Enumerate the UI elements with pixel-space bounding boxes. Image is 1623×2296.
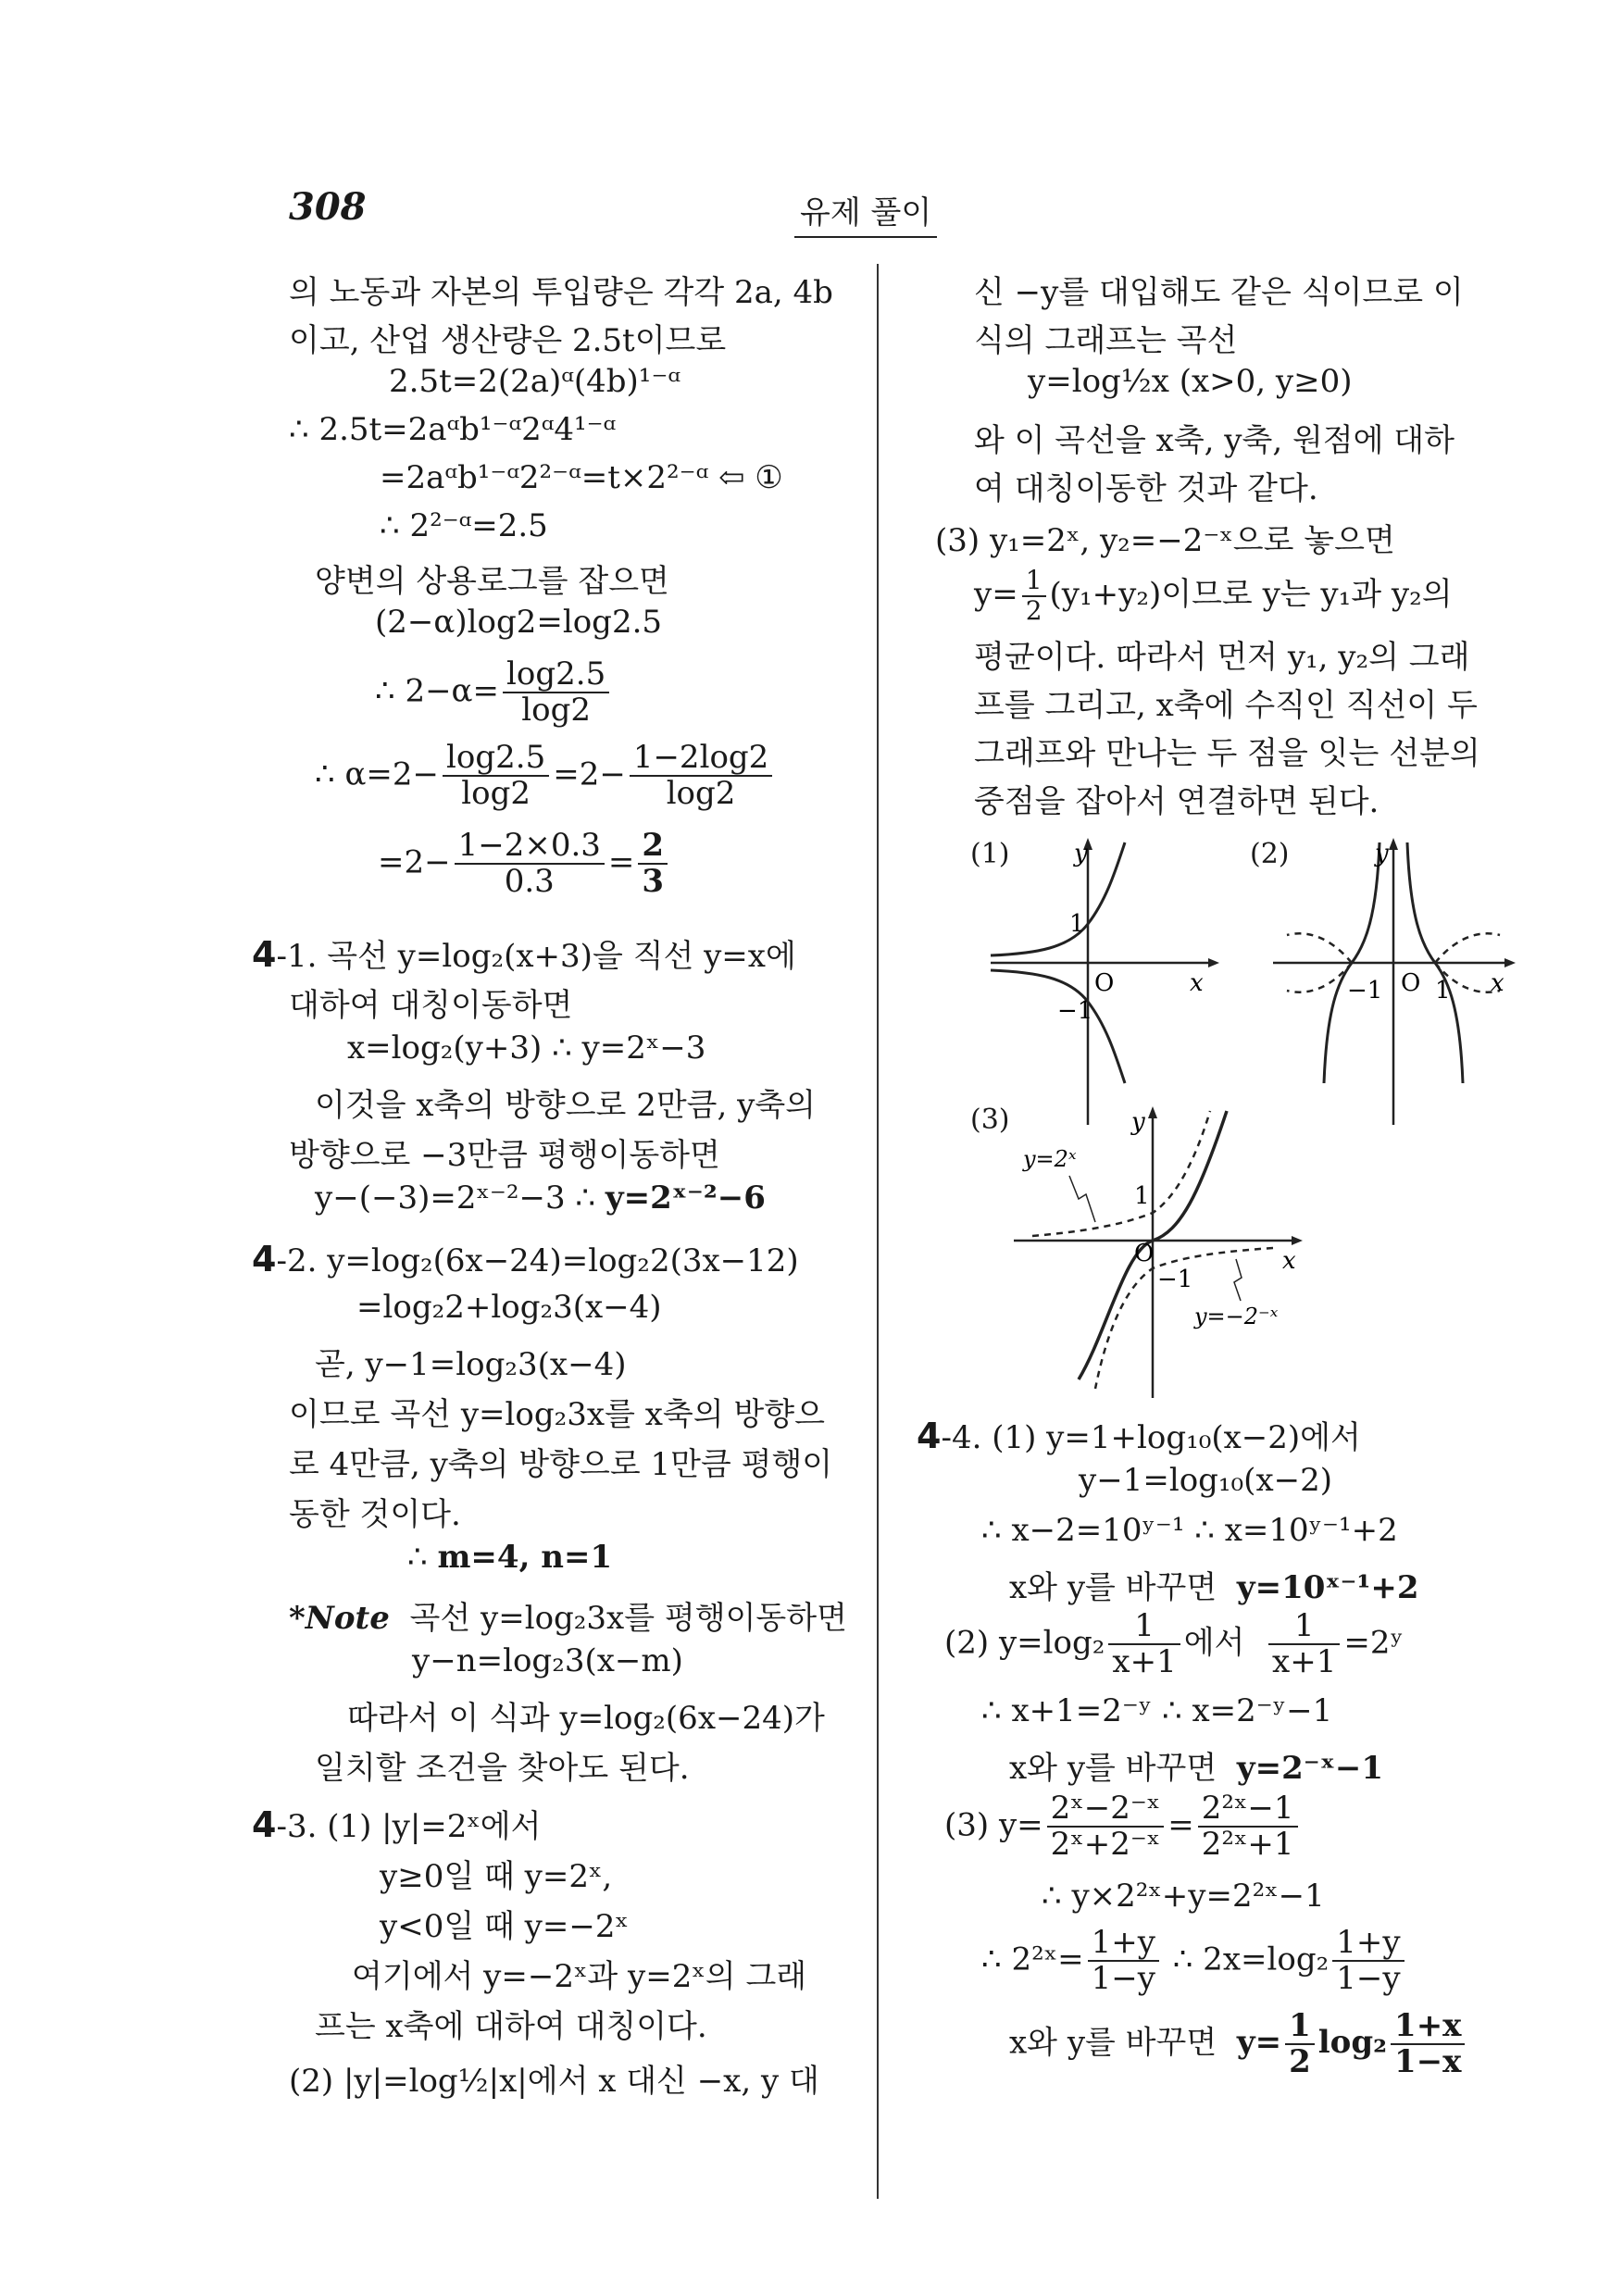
denominator: 3 bbox=[638, 863, 668, 899]
problem-4-4 bbox=[917, 1412, 1361, 1457]
numerator: log2.5 bbox=[506, 655, 606, 693]
problem-number: 4 bbox=[252, 1804, 277, 1845]
equation: ∴ 2²⁻ᵅ=2.5 bbox=[380, 507, 548, 544]
numerator: 1−2log2 bbox=[632, 739, 769, 776]
fraction bbox=[1047, 1791, 1165, 1863]
numerator: 2ˣ−2⁻ˣ bbox=[1050, 1790, 1161, 1827]
y-label: y bbox=[1131, 1108, 1145, 1136]
problem-number: 4 bbox=[252, 1239, 277, 1279]
equation: ∴ x+1=2⁻ʸ ∴ x=2⁻ʸ−1 bbox=[981, 1692, 1333, 1729]
curve-label-y2: y=−2⁻ˣ bbox=[1194, 1304, 1279, 1329]
text-line: 그래프와 만나는 두 점을 잇는 선분의 bbox=[974, 735, 1480, 772]
equation: ∴ y×2²ˣ+y=2²ˣ−1 bbox=[1042, 1878, 1325, 1915]
denominator: x+1 bbox=[1108, 1643, 1180, 1679]
y-axis-arrow-icon bbox=[1148, 1106, 1157, 1118]
text-line: -3. (1) |y|=2ˣ에서 bbox=[276, 1808, 542, 1845]
dashed-curve bbox=[1435, 933, 1500, 963]
fraction bbox=[443, 741, 549, 812]
section-title: 유제 풀이 bbox=[794, 187, 937, 238]
problem-4-1 bbox=[252, 930, 796, 976]
fraction bbox=[630, 741, 773, 812]
tick-label: −1 bbox=[1057, 997, 1093, 1025]
eq-part: ∴ 2x=log₂ bbox=[1162, 1940, 1330, 1978]
fraction bbox=[1088, 1926, 1159, 1997]
graph-1 bbox=[981, 833, 1222, 1139]
text-line: 여기에서 y=−2ˣ과 y=2ˣ의 그래 bbox=[352, 1958, 807, 1995]
text-line: 곡선 y=log₂3x를 평행이동하면 bbox=[409, 1600, 847, 1637]
text-line: 양변의 상용로그를 잡으면 bbox=[315, 563, 669, 600]
graph-3-label: (3) bbox=[970, 1104, 1010, 1136]
equation: =2aᵅb¹⁻ᵅ2²⁻ᵅ=t×2²⁻ᵅ ⇦ ① bbox=[380, 459, 783, 496]
graph-2 bbox=[1264, 833, 1523, 1139]
eq-part: log₂ bbox=[1317, 2024, 1388, 2062]
eq-part: (y₁+y₂)이므로 y는 y₁과 y₂의 bbox=[1049, 575, 1453, 613]
problem-4-2 bbox=[252, 1239, 799, 1279]
column-divider bbox=[877, 264, 879, 2199]
curve-label-y1: y=2ˣ bbox=[1023, 1146, 1077, 1172]
fraction bbox=[1198, 1791, 1298, 1863]
equation: =log₂2+log₂3(x−4) bbox=[356, 1289, 662, 1326]
numerator: 1 bbox=[1025, 565, 1042, 595]
fraction bbox=[455, 829, 605, 900]
answer bbox=[1236, 2007, 1469, 2081]
eq-part: 에서 bbox=[1183, 1624, 1245, 1662]
fraction bbox=[1268, 1609, 1340, 1680]
eq-part: ∴ bbox=[407, 1539, 428, 1576]
text-line: -4. (1) y=1+log₁₀(x−2)에서 bbox=[941, 1419, 1361, 1456]
x-label: x bbox=[1282, 1247, 1296, 1275]
equation bbox=[944, 1609, 1404, 1680]
equation: y≥0일 때 y=2ˣ, bbox=[380, 1858, 613, 1895]
denominator: 2ˣ+2⁻ˣ bbox=[1047, 1826, 1165, 1862]
tick-label: 1 bbox=[1435, 977, 1451, 1004]
x-label: x bbox=[1190, 969, 1204, 997]
answer: y=2⁻ˣ−1 bbox=[1236, 1750, 1383, 1787]
eq-part: y= bbox=[974, 575, 1018, 613]
graph-2-label: (2) bbox=[1250, 838, 1290, 870]
eq-part: =2ʸ bbox=[1343, 1624, 1404, 1662]
eq-part: ∴ 2−α= bbox=[375, 672, 500, 710]
text-line: 이고, 산업 생산량은 2.5t이므로 bbox=[289, 322, 727, 359]
denominator: 0.3 bbox=[455, 863, 605, 899]
eq-part: x와 y를 바꾸면 bbox=[1009, 1750, 1217, 1787]
graph-1-label: (1) bbox=[970, 838, 1010, 870]
numerator: 2 bbox=[642, 827, 665, 864]
equation: ∴ x−2=10ʸ⁻¹ ∴ x=10ʸ⁻¹+2 bbox=[981, 1512, 1398, 1549]
text-line: -1. 곡선 y=log₂(x+3)을 직선 y=x에 bbox=[276, 938, 796, 975]
numerator: 1 bbox=[1293, 1607, 1315, 1644]
text-line: 신 −y를 대입해도 같은 식이므로 이 bbox=[974, 274, 1464, 311]
equation bbox=[375, 657, 613, 729]
text-line: 따라서 이 식과 y=log₂(6x−24)가 bbox=[347, 1700, 825, 1737]
equation: (3) y₁=2ˣ, y₂=−2⁻ˣ으로 놓으면 bbox=[935, 522, 1395, 559]
denominator: log2 bbox=[630, 775, 773, 811]
denominator: log2 bbox=[443, 775, 549, 811]
text-line: 동한 것이다. bbox=[289, 1496, 461, 1533]
equation bbox=[1009, 2009, 1468, 2080]
y-label: y bbox=[1074, 840, 1088, 867]
equation: y<0일 때 y=−2ˣ bbox=[380, 1908, 629, 1945]
equation: 곧, y−1=log₂3(x−4) bbox=[315, 1346, 627, 1383]
eq-part: x와 y를 바꾸면 bbox=[1009, 2024, 1217, 2062]
numerator: 1+y bbox=[1336, 1924, 1401, 1961]
tick-label: 1 bbox=[1069, 910, 1085, 938]
problem-number: 4 bbox=[252, 934, 277, 975]
equation: ∴ 2.5t=2aᵅb¹⁻ᵅ2ᵅ4¹⁻ᵅ bbox=[289, 411, 617, 448]
origin-label: O bbox=[1094, 969, 1115, 997]
numerator: 1 bbox=[1289, 2007, 1311, 2044]
denominator: 2 bbox=[1022, 595, 1046, 626]
note-label: *Note bbox=[289, 1600, 390, 1637]
origin-label: O bbox=[1401, 969, 1421, 997]
eq-part: (2) y=log₂ bbox=[944, 1624, 1105, 1662]
problem-4-3 bbox=[252, 1801, 542, 1846]
fraction bbox=[1285, 2009, 1315, 2080]
text-line: 이므로 곡선 y=log₂3x를 x축의 방향으 bbox=[289, 1396, 825, 1433]
fraction bbox=[1332, 1926, 1404, 1997]
tick-label: −1 bbox=[1347, 977, 1383, 1004]
text-line: 프는 x축에 대하여 대칭이다. bbox=[315, 2008, 707, 2045]
denominator: 2²ˣ+1 bbox=[1198, 1826, 1298, 1862]
text-line: 의 노동과 자본의 투입량은 각각 2a, 4b bbox=[289, 274, 833, 311]
leader-line bbox=[1234, 1259, 1242, 1301]
text-line: (2) |y|=log½|x|에서 x 대신 −x, y 대 bbox=[289, 2063, 819, 2100]
eq-part: y= bbox=[1236, 2024, 1282, 2062]
equation bbox=[1009, 1562, 1419, 1607]
equation: y−n=log₂3(x−m) bbox=[412, 1642, 683, 1679]
equation: 2.5t=2(2a)ᵅ(4b)¹⁻ᵅ bbox=[389, 363, 680, 400]
text-line: -2. y=log₂(6x−24)=log₂2(3x−12) bbox=[276, 1242, 799, 1279]
text-line: 식의 그래프는 곡선 bbox=[974, 322, 1238, 359]
text-line: 여 대칭이동한 것과 같다. bbox=[974, 470, 1318, 507]
numerator: 1+y bbox=[1091, 1924, 1155, 1961]
dashed-curve-y1 bbox=[1032, 1111, 1210, 1236]
tick-label: 1 bbox=[1134, 1182, 1150, 1210]
x-label: x bbox=[1491, 969, 1504, 997]
denominator: 2 bbox=[1285, 2043, 1315, 2079]
origin-label: O bbox=[1134, 1240, 1155, 1267]
equation: (2−α)log2=log2.5 bbox=[375, 604, 663, 641]
equation bbox=[1009, 1742, 1383, 1788]
y-axis-arrow-icon bbox=[1389, 838, 1398, 850]
note bbox=[289, 1592, 847, 1638]
curve-upper bbox=[991, 842, 1125, 955]
denominator: 1−y bbox=[1088, 1960, 1159, 1996]
equation: y=log½x (x>0, y≥0) bbox=[1028, 363, 1353, 400]
graph-3 bbox=[1014, 1102, 1319, 1407]
eq-part: (3) y= bbox=[944, 1806, 1043, 1844]
eq-part: x와 y를 바꾸면 bbox=[1009, 1569, 1217, 1606]
x-axis-arrow-icon bbox=[1292, 1236, 1303, 1245]
text-line: 와 이 곡선을 x축, y축, 원점에 대하 bbox=[974, 422, 1454, 459]
equation: y−1=log₁₀(x−2) bbox=[1079, 1462, 1333, 1499]
fraction bbox=[1391, 2009, 1465, 2080]
eq-part: = bbox=[1167, 1806, 1194, 1844]
answer: y=10ˣ⁻¹+2 bbox=[1236, 1569, 1419, 1606]
denominator: 1−y bbox=[1332, 1960, 1404, 1996]
text-line: 중점을 잡아서 연결하면 된다. bbox=[974, 783, 1380, 820]
dashed-curve bbox=[1287, 933, 1352, 963]
fraction bbox=[503, 657, 609, 729]
denominator: 1−x bbox=[1391, 2043, 1465, 2079]
answer: m=4, n=1 bbox=[437, 1539, 613, 1576]
numerator: 1+x bbox=[1394, 2007, 1462, 2044]
equation bbox=[981, 1926, 1408, 1997]
equation bbox=[944, 1791, 1302, 1863]
eq-part: ∴ α=2− bbox=[315, 755, 440, 793]
fraction bbox=[1022, 567, 1046, 626]
numerator: log2.5 bbox=[446, 739, 546, 776]
equation bbox=[974, 567, 1453, 626]
equation bbox=[407, 1539, 612, 1576]
x-axis-arrow-icon bbox=[1208, 958, 1219, 967]
text-line: 평균이다. 따라서 먼저 y₁, y₂의 그래 bbox=[974, 639, 1470, 676]
text-line: 방향으로 −3만큼 평행이동하면 bbox=[289, 1137, 720, 1174]
numerator: 1−2×0.3 bbox=[457, 827, 601, 864]
denominator: x+1 bbox=[1268, 1643, 1340, 1679]
equation bbox=[315, 741, 776, 812]
numerator: 2²ˣ−1 bbox=[1201, 1790, 1294, 1827]
eq-part: =2− bbox=[553, 755, 626, 793]
answer: y=2ˣ⁻²−6 bbox=[605, 1179, 766, 1217]
eq-part: =2− bbox=[378, 843, 451, 881]
numerator: 1 bbox=[1134, 1607, 1155, 1644]
page-number: 308 bbox=[289, 185, 367, 229]
tick-label: −1 bbox=[1157, 1266, 1193, 1293]
leader-line bbox=[1069, 1176, 1095, 1222]
eq-part: = bbox=[607, 843, 635, 881]
text-line: 프를 그리고, x축에 수직인 직선이 두 bbox=[974, 687, 1478, 724]
y-label: y bbox=[1375, 840, 1389, 867]
eq-part: ∴ 2²ˣ= bbox=[981, 1940, 1084, 1978]
text-line: 일치할 조건을 찾아도 된다. bbox=[315, 1750, 690, 1787]
text-line: 대하여 대칭이동하면 bbox=[289, 987, 573, 1024]
equation bbox=[378, 829, 671, 900]
x-axis-arrow-icon bbox=[1504, 958, 1516, 967]
fraction bbox=[1108, 1609, 1180, 1680]
answer-fraction bbox=[638, 829, 668, 900]
eq-part: y−(−3)=2ˣ⁻²−3 ∴ bbox=[315, 1179, 596, 1217]
denominator: log2 bbox=[503, 692, 609, 728]
equation: x=log₂(y+3) ∴ y=2ˣ−3 bbox=[347, 1029, 706, 1067]
text-line: 이것을 x축의 방향으로 2만큼, y축의 bbox=[315, 1087, 817, 1124]
text-line: 로 4만큼, y축의 방향으로 1만큼 평행이 bbox=[289, 1446, 833, 1483]
equation bbox=[315, 1179, 766, 1217]
problem-number: 4 bbox=[917, 1416, 942, 1456]
